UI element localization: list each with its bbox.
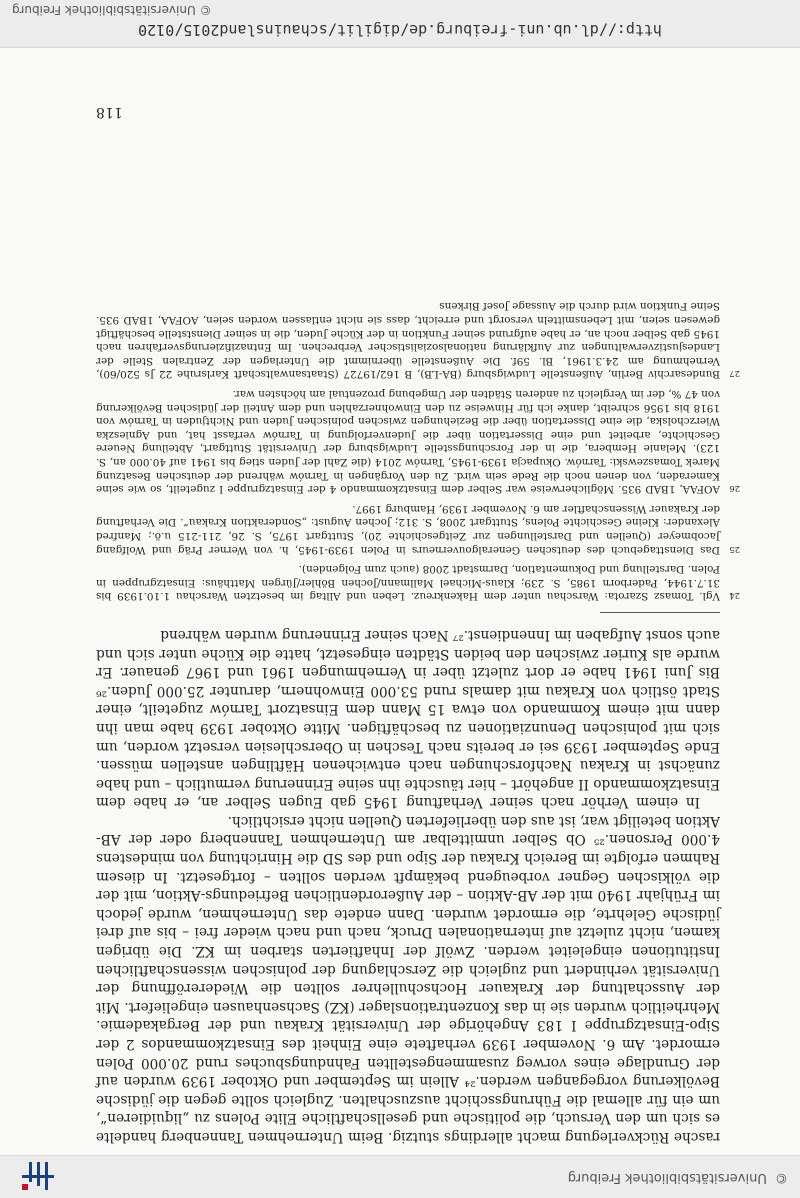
bottom-watermark-bar — [0, 0, 800, 48]
footnote-text: Das Diensttagebuch des deutschen Generalgouverneurs in Polen 1939-1945, h. von Werner Präg und Wolfgang Jacobmeyer (Quellen und Darstellungen zur Zeitgeschichte 20), Stuttgart 1975, S. 26, 211-215 u.ö.; Manfred Alexander: Kleine Geschichte Polens, Stuttgart 2008, S. 312; Jochen August: „Sonderaktion Krakau“. Die Verhaftung der Krakauer Wissenschaftler am 6. November 1939, Hamburg 1997. — [96, 502, 720, 556]
footnote-separator — [600, 612, 720, 613]
footnote-24 — [96, 562, 740, 603]
body-paragraph-1: rasche Rückverlegung macht allerdings stutzig. Beim Unternehmen Tannenberg handelte es sich um den Versuch, die politische und gesellschaftliche Elite Polens zu „liquidieren“, um ein für allemal die Führungsschicht auszuschalten. Zugleich sollte gegen die jüdische Bevölkerung vorgegangen werden.²⁴ Allein im September und Oktober 1939 wurden auf der Grundlage eines vorweg zusammengestellten Fahndungsbuches rund 20.000 Polen ermordet. Am 6. November 1939 verhaftete eine Einheit des Einsatzkommandos 2 der Sipo-Einsatzgruppe I 183 Angehörige der Universität Krakau und der Bergakademie. Mehrheitlich wurden sie in das Konzentrationslager (KZ) Sachsenhausen eingeliefert. Mit der Ausschaltung der Krakauer Hochschullehrer sollten die Wiedereröffnung der Universität verhindert und zugleich die Zerschlagung der polnischen wissenschaftlichen Institutionen eingeleitet werden. Zwölf der Inhaftierten starben im KZ. Die übrigen kamen, nicht zuletzt auf internationalen Druck, nach und nach wieder frei – bis auf drei jüdische Gelehrte, die ermordet wurden. Dann endete das Unternehmen, wurde jedoch im Frühjahr 1940 mit der AB-Aktion – der Außerordentlichen Befriedungs-Aktion, mit der die völkischen Gegner vorbeugend bekämpft werden sollten – fortgesetzt. In diesem Rahmen erfolgte im Bereich Krakau der Sipo und des SD die Hinrichtung von mindestens 4.000 Personen.²⁵ Ob Selber unmittelbar am Unternehmen Tannenberg oder der AB-Aktion beteiligt war, ist aus den überlieferten Quellen nicht ersichtlich. — [96, 812, 720, 1145]
library-logo-icon — [18, 1160, 54, 1190]
footnote-text: Vgl. Tomasz Szarota: Warschau unter dem Hakenkreuz. Leben und Alltag im besetzten Warschau 1.10.1939 bis 31.7.1944, Paderborn 1985, S. 239; Klaus-Michael Mallmann/Jochen Böhler/Jürgen Matthäus: Einsatzgruppen in Polen. Darstellung und Dokumentation, Darmstadt 2008 (auch zum Folgenden). — [96, 563, 720, 603]
source-credit — [568, 1156, 788, 1198]
copyright-symbol: © — [199, 3, 212, 17]
body-paragraph-2: In einem Verhör nach seiner Verhaftung 1945 gab Eugen Selber an, er habe dem Einsatzkommando II angehört – hier täuschte ihn seine Erinnerung vermutlich – und habe zunächst in Krakau Nachforschungen nach entwichenen Häftlingen anstellen müssen. Ende September 1939 sei er bereits nach Teschen in Oberschlesien versetzt worden, um sich mit polnischen Denunziationen zu beschäftigen. Mitte Oktober 1939 habe man ihn dann mit einem Kommando von etwa 15 Mann dem Einsatzort Tarnów zugeteilt, einer Stadt östlich von Krakau mit damals rund 53.000 Einwohnern, darunter 25.000 Juden.²⁶ Bis Juni 1941 habe er dort zuletzt über in Vernehmungen 1961 und 1967 genauer. Er wurde als Kurier zwischen den beiden Städten eingesetzt, hatte die Küche unter sich und auch sonst Aufgaben im Innendienst.²⁷ Nach seiner Erinnerung wurden während — [96, 626, 720, 811]
footnote-text: Bundesarchiv Berlin, Außenstelle Ludwigsburg (BA-LB), B 162/19727 (Staatsanwaltschaft Karlsruhe 22 Js 520/60), Vernehmung am 24.3.1961, Bl. 59f. Die Außenstelle übernimmt die Unterlagen der Zentralen Stelle der Landesjustizverwaltungen zur Aufklärung nationalsozialistischer Verbrechen. Im Entnazifizierungsverfahren nach 1945 gab Selber noch an, er habe aufgrund seiner Funktion in der Küche Juden, die in seiner Dienststelle beschäftigt gewesen seien, mit Lebensmitteln versorgt und erreicht, dass sie nicht entlassen worden seien, AOFAA, 1BAD 935. Seine Funktion wird durch die Aussage Josef Birkens — [96, 300, 720, 381]
top-watermark-bar — [0, 1155, 800, 1198]
footnote-number: 25 — [729, 544, 740, 555]
copyright-symbol: © — [775, 1170, 788, 1185]
permalink-url: http://dl.ub.uni-freiburg.de/digilit/schauinsland2015/0120 — [138, 21, 662, 39]
footnote-number: 24 — [729, 591, 740, 602]
page-content — [96, 293, 740, 1146]
footnote-number: 27 — [729, 369, 740, 380]
page-number: 118 — [96, 104, 123, 120]
footnote-27 — [96, 299, 740, 381]
footnote-text: AOFAA, 1BAD 935. Möglicherweise war Selber dem Einsatzkommando 4 der Einsatzgruppe I zugeteilt, so wie seine Kameraden, von denen noch die Rede sein wird. Zu den Vorgängen in Tarnów während der deutschen Besatzung Marek Tomaszewski: Tarnów. Okupacja 1939-1945, Tarnów 2014 (die Zahl der Juden stieg bis 1941 auf 40.000 an, S. 123). Melanie Hembera, die in der Forschungsstelle Ludwigsburg der Universität Stuttgart, Abteilung Neuere Geschichte, arbeitet und eine Dissertation über die Judenverfolgung in Tarnów verfasst hat, und Agnieszka Wierzcholska, die eine Dissertation über die Beziehungen zwischen polnischen Juden und Nichtjuden in Tarnów von 1918 bis 1956 schreibt, danke ich für Hinweise zu den Einwohnerzahlen und dem Anteil der jüdischen Bevölkerung von 47 %, der im Vergleich zu anderen Städten der Umgebung prozentual am höchsten war. — [96, 388, 720, 496]
footnote-25 — [96, 501, 740, 556]
footnote-number: 26 — [729, 484, 740, 495]
source-library: Universitätsbibliothek Freiburg — [12, 3, 196, 17]
source-library: Universitätsbibliothek Freiburg — [567, 1170, 767, 1185]
source-credit-bottom — [12, 3, 212, 17]
footnote-26 — [96, 386, 740, 496]
